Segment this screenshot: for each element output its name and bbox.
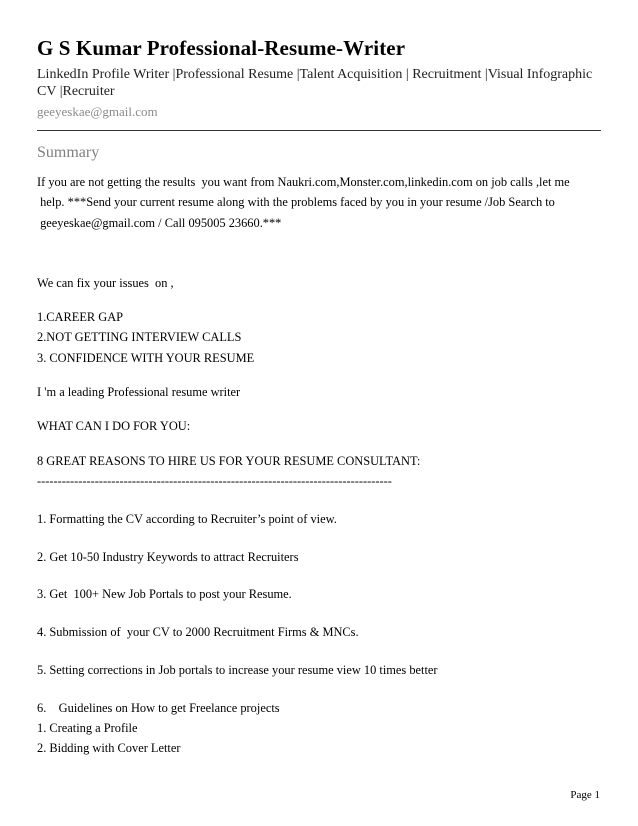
reason-item: 5. Setting corrections in Job portals to increase your resume view 10 times better xyxy=(37,662,438,677)
reason-item: 3. Get 100+ New Job Portals to post your Resume. xyxy=(37,587,292,602)
reason-item: 2. Get 10-50 Industry Keywords to attract Recruiters xyxy=(37,549,299,564)
summary-body xyxy=(37,172,602,759)
issue-item: 3. CONFIDENCE WITH YOUR RESUME xyxy=(37,350,255,365)
issue-item: 1.CAREER GAP xyxy=(37,310,124,325)
freelance-item: 2. Bidding with Cover Letter xyxy=(37,741,181,756)
freelance-heading: 6. Guidelines on How to get Freelance projects xyxy=(37,700,280,715)
headline-line: CV |Recruiter xyxy=(37,84,115,99)
headline-line: LinkedIn Profile Writer |Professional Resume |Talent Acquisition | Recruitment |Visual Infographic xyxy=(37,67,593,82)
page-number: Page 1 xyxy=(570,789,600,801)
separator-line: -------------------------------------------------------------------------------------- xyxy=(37,473,392,488)
reason-item: 1. Formatting the CV according to Recruiter’s point of view. xyxy=(37,511,337,526)
freelance-item: 1. Creating a Profile xyxy=(37,721,138,736)
fix-intro: We can fix your issues on , xyxy=(37,275,174,290)
candidate-name: G S Kumar Professional-Resume-Writer xyxy=(37,36,406,60)
reasons-heading: 8 GREAT REASONS TO HIRE US FOR YOUR RESUME CONSULTANT: xyxy=(37,453,421,468)
leading-statement: I 'm a leading Professional resume writer xyxy=(37,385,241,400)
what-can-heading: WHAT CAN I DO FOR YOU: xyxy=(37,419,191,434)
reason-item: 4. Submission of your CV to 2000 Recruitment Firms & MNCs. xyxy=(37,625,359,640)
summary-intro-line: geeyeskae@gmail.com / Call 095005 23660.*** xyxy=(37,215,282,230)
summary-intro-line: help. ***Send your current resume along with the problems faced by you in your resume /Job Search to xyxy=(37,195,555,210)
header-divider xyxy=(37,130,601,131)
contact-email: geeyeskae@gmail.com xyxy=(37,104,158,119)
issue-item: 2.NOT GETTING INTERVIEW CALLS xyxy=(37,330,242,345)
summary-intro-line: If you are not getting the results you want from Naukri.com,Monster.com,linkedin.com on job calls ,let me xyxy=(37,175,570,189)
professional-headline xyxy=(37,66,597,100)
summary-section-title: Summary xyxy=(37,144,100,161)
